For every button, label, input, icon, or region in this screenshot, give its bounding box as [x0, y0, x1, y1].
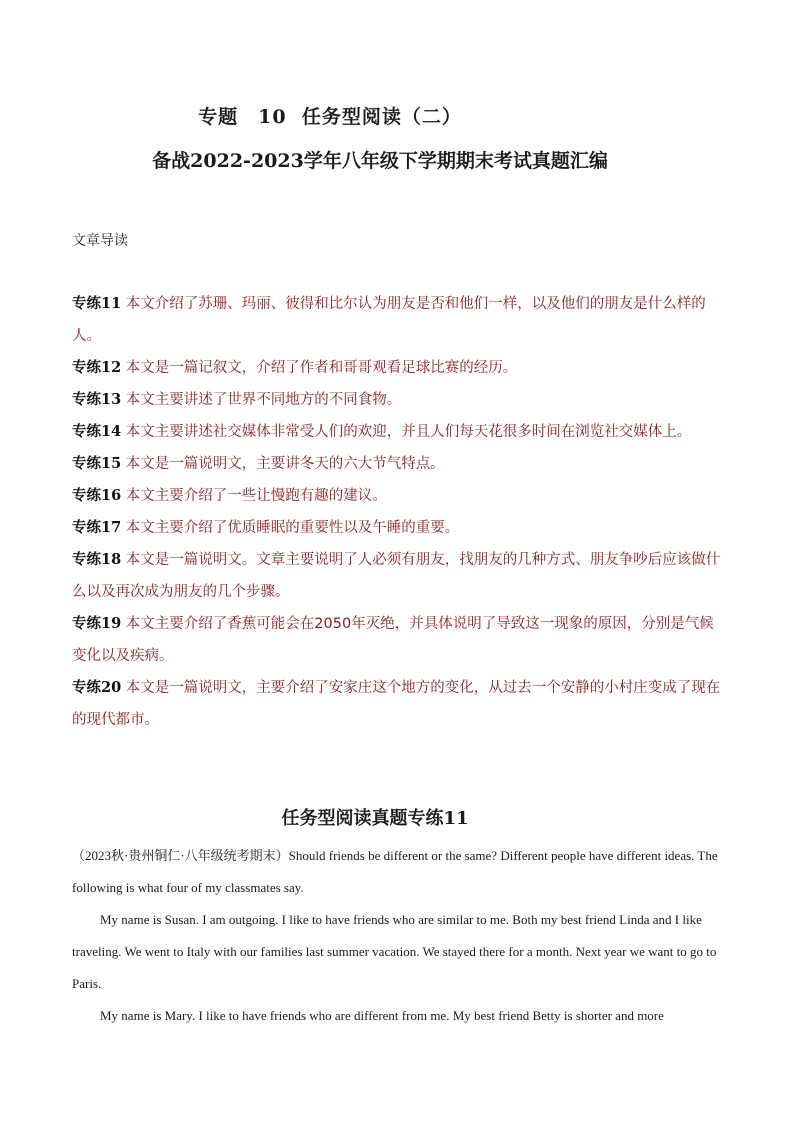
summary-text: 本文是一篇说明文，主要讲冬天的六大节气特点。	[121, 456, 445, 472]
summary-label: 专练16	[72, 487, 122, 504]
summary-label: 专练18	[72, 551, 122, 568]
summary-text: 本文是一篇记叙文，介绍了作者和哥哥观看足球比赛的经历。	[121, 360, 518, 376]
summary-text: 本文介绍了苏珊、玛丽、彼得和比尔认为朋友是否和他们一样，以及他们的朋友是什么样的人。	[72, 296, 706, 344]
summary-item	[72, 416, 724, 448]
summary-item	[72, 448, 724, 480]
summary-item	[72, 480, 724, 512]
summary-label: 专练12	[72, 359, 122, 376]
summary-label: 专练11	[72, 295, 122, 312]
summary-item	[72, 384, 724, 416]
document-title-line2: 备战2022-2023学年八年级下学期期末考试真题汇编	[152, 150, 608, 172]
summary-item	[72, 544, 724, 608]
summary-text: 本文主要介绍了香蕉可能会在2050年灭绝，并具体说明了导致这一现象的原因，分别是气候变化以及疾病。	[72, 616, 714, 664]
summary-text: 本文是一篇说明文，主要介绍了安家庄这个地方的变化，从过去一个安静的小村庄变成了现在的现代都市。	[72, 680, 721, 728]
summary-label: 专练14	[72, 423, 122, 440]
guide-summary-list	[72, 288, 724, 736]
summary-item	[72, 512, 724, 544]
summary-item	[72, 672, 724, 736]
summary-item	[72, 352, 724, 384]
summary-label: 专练19	[72, 615, 122, 632]
summary-label: 专练20	[72, 679, 122, 696]
summary-label: 专练13	[72, 391, 122, 408]
summary-text: 本文主要介绍了一些让慢跑有趣的建议。	[121, 488, 387, 504]
summary-label: 专练15	[72, 455, 122, 472]
summary-text: 本文主要讲述了世界不同地方的不同食物。	[121, 392, 402, 408]
passage-paragraph: My name is Mary. I like to have friends who are different from me. My best friend Betty is shorter and more	[100, 1008, 664, 1023]
summary-text: 本文是一篇说明文。文章主要说明了人必须有朋友，找朋友的几种方式、朋友争吵后应该做什么以及再次成为朋友的几个步骤。	[72, 552, 721, 600]
document-title-line1: 专题 10 任务型阅读（二）	[198, 106, 462, 128]
summary-text: 本文主要讲述社交媒体非常受人们的欢迎，并且人们每天花很多时间在浏览社交媒体上。	[121, 424, 692, 440]
guide-heading: 文章导读	[72, 233, 128, 249]
passage-intro: （2023秋·贵州铜仁·八年级统考期末）Should friends be different or the same? Different people have different ideas. The following is what four of my classmates say.	[72, 848, 718, 895]
summary-item	[72, 608, 724, 672]
reading-passage	[72, 840, 722, 1032]
summary-item	[72, 288, 724, 352]
passage-paragraph: My name is Susan. I am outgoing. I like to have friends who are similar to me. Both my best friend Linda and I like traveling. We went to Italy with our families last summer vacation. We stayed there for a month. Next year we want to go to Paris.	[72, 912, 717, 991]
summary-text: 本文主要介绍了优质睡眠的重要性以及午睡的重要。	[121, 520, 460, 536]
exercise-title: 任务型阅读真题专练11	[281, 808, 469, 829]
summary-label: 专练17	[72, 519, 122, 536]
